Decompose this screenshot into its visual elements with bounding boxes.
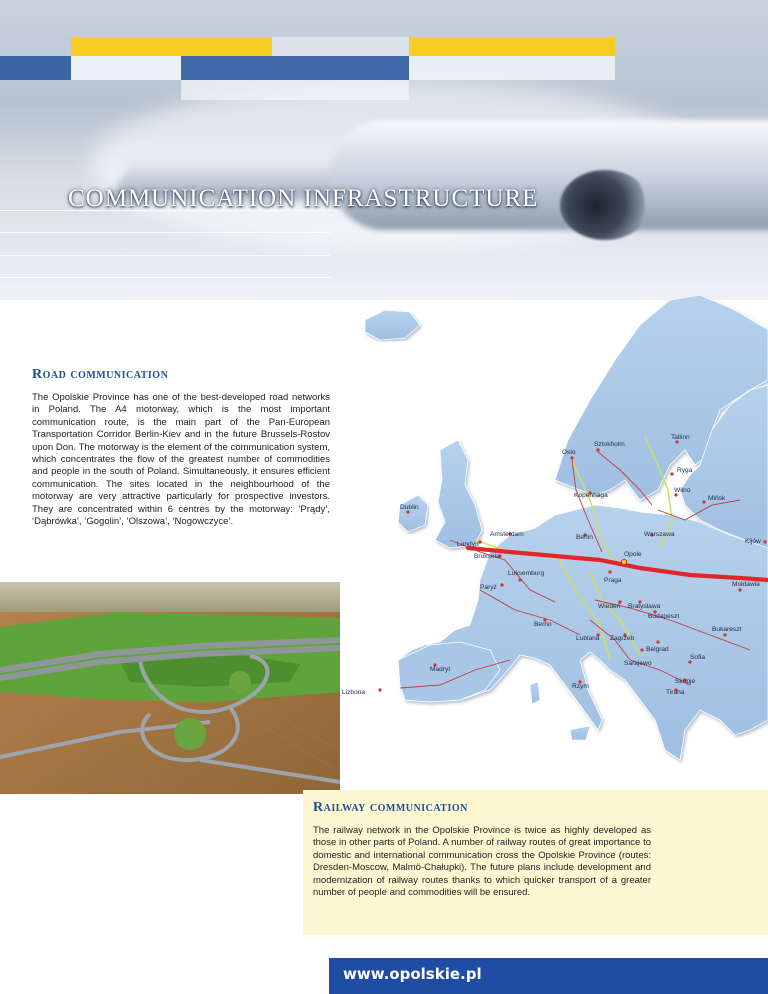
interchange-island xyxy=(229,671,251,693)
interchange-island xyxy=(174,718,206,750)
page-title: COMMUNICATION INFRASTRUCTURE xyxy=(68,185,539,212)
city-label-budapeszt: Budapeszt xyxy=(648,613,680,620)
city-label-minsk: Mińsk xyxy=(708,495,726,502)
city-label-madryt: Madryt xyxy=(430,666,451,673)
city-label-wilno: Wilno xyxy=(674,487,691,494)
city-label-belgrad: Belgrad xyxy=(646,646,669,653)
city-label-bukareszt: Bukareszt xyxy=(712,626,742,633)
sardinia-landmass xyxy=(530,682,540,704)
grey-accent-strip xyxy=(272,37,409,56)
road-section-heading: Road communication xyxy=(32,367,169,382)
light-accent-strip xyxy=(409,56,615,80)
city-label-zagrzeb: Zagrzeb xyxy=(610,635,635,642)
city-label-kijow: Kijów xyxy=(745,538,761,545)
city-label-bruksela: Bruksela xyxy=(474,553,500,560)
city-label-opole: Opole xyxy=(624,551,642,558)
yellow-accent-strip xyxy=(409,37,615,56)
blue-accent-strip xyxy=(181,56,409,80)
city-label-sofia: Sofia xyxy=(690,654,706,661)
decorative-line xyxy=(0,232,330,233)
header-banner xyxy=(0,0,768,300)
city-label-ryga: Ryga xyxy=(677,467,693,474)
city-label-lizbona: Lizbona xyxy=(342,689,366,696)
light-accent-strip xyxy=(181,80,409,100)
website-link[interactable]: www.opolskie.pl xyxy=(343,965,482,983)
city-label-sarajewo: Sarajewo xyxy=(624,660,652,667)
iceland-landmass xyxy=(365,310,420,340)
city-label-oslo: Oslo xyxy=(562,449,576,456)
decorative-line xyxy=(0,255,330,256)
decorative-line xyxy=(0,277,330,278)
road-section-text: The Opolskie Province has one of the best-developed road networks in Poland. The A4 motorway, which is the most important communication route, is the main part of the Pan-European Transportation Corridor Berlin-Kiev and in the future Brussels-Rostov upon Don. The motorway is the element of the communication system, which concentrates the flow of the greatest number of commodities and people in the south of Poland. Simultaneously, it ensures efficient communication. The sites located in the neighbourhood of the motorway are very attractive particularly for prospective investors. They are concentrated within 6 centres by the motorway: ‘Prądy’, ‘Dąbrówka’, ‘Gogolin’, ‘Olszowa’, ‘Nogowczyce’. xyxy=(32,392,330,528)
europe-transport-map xyxy=(340,290,768,790)
horizon-haze xyxy=(0,582,340,612)
yellow-accent-strip xyxy=(71,37,272,56)
city-label-amsterdam: Amsterdam xyxy=(490,531,524,538)
city-label-moldawia: Mołdawia xyxy=(732,581,760,588)
britain-landmass xyxy=(435,440,482,548)
city-label-tallinn: Tallinn xyxy=(671,434,690,441)
city-label-kopenhaga: Kopenhaga xyxy=(574,492,608,499)
city-label-paryz: Paryż xyxy=(480,584,497,591)
city-label-berno: Berno xyxy=(534,621,552,628)
sicily-landmass xyxy=(570,726,590,740)
airplane-engine-graphic xyxy=(560,170,650,240)
city-label-skopje: Skopje xyxy=(675,678,696,685)
city-label-rzym: Rzym xyxy=(572,683,589,690)
city-label-luksemburg: Luksemburg xyxy=(508,570,545,577)
city-label-londyn: Londyn xyxy=(457,541,479,548)
city-label-dublin: Dublin xyxy=(400,504,419,511)
light-accent-strip xyxy=(71,56,181,80)
ireland-landmass xyxy=(398,495,428,532)
motorway-interchange-photo xyxy=(0,582,340,794)
blue-accent-strip xyxy=(0,56,71,80)
railway-section-heading: Railway communication xyxy=(313,800,468,815)
city-label-tirana: Tirana xyxy=(666,689,685,696)
city-label-bratyslawa: Bratysława xyxy=(628,603,661,610)
airplane-fuselage-graphic xyxy=(330,120,768,230)
railway-section-text: The railway network in the Opolskie Province is twice as highly developed as those in other parts of Poland. A number of railway routes of great importance to domestic and international communication cross the Opolskie Province (routes: Dresden-Moscow, Malmö-Chałupki). The future plans include development and modernization of railway routes thanks to which quicker transport of a greater number of people and commodities will be ensured. xyxy=(313,825,651,899)
city-label-wieden: Wiedeń xyxy=(598,603,621,610)
city-label-lublana: Lublana xyxy=(576,635,600,642)
city-label-berlin: Berlin xyxy=(576,534,593,541)
city-label-praga: Praga xyxy=(604,577,622,584)
city-label-sztokholm: Sztokholm xyxy=(594,441,625,448)
city-label-warszawa: Warszawa xyxy=(644,531,675,538)
